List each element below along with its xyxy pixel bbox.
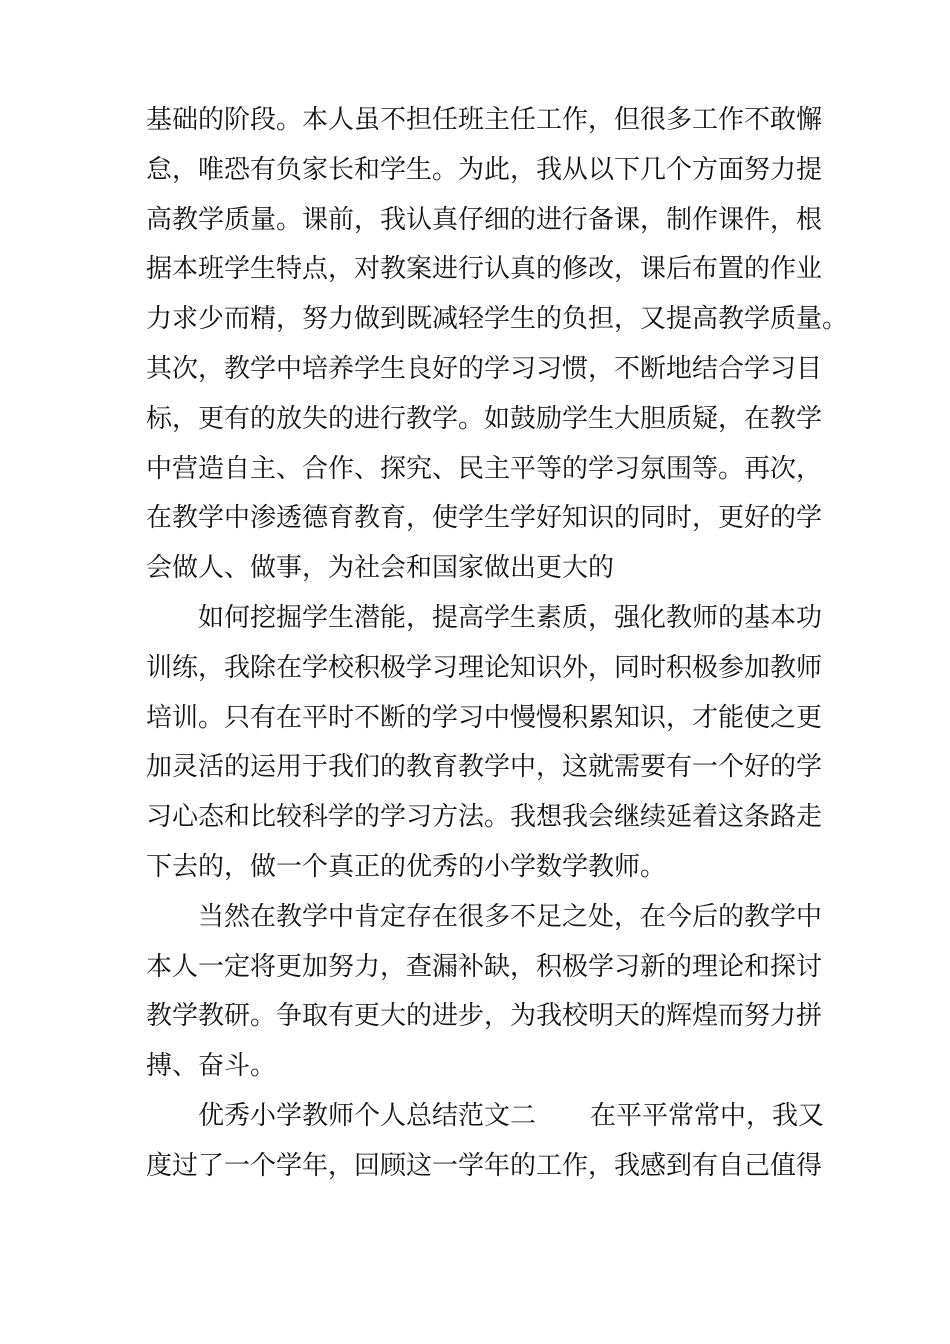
text-line: 下去的，做一个真正的优秀的小学数学教师。 [146,851,667,882]
text-line: 加灵活的运用于我们的教育教学中，这就需要有一个好的学 [146,752,823,783]
text-line: 本人一定将更加努力，查漏补缺，积极学习新的理论和探讨 [146,951,823,982]
text-line: 据本班学生特点，对教案进行认真的修改，课后布置的作业 [146,254,823,285]
text-line: 高教学质量。课前，我认真仔细的进行备课，制作课件，根 [146,204,823,235]
text-line: 其次，教学中培养学生良好的学习习惯，不断地结合学习目 [146,353,823,384]
paragraph-2 [146,594,823,893]
text-line: 力求少而精，努力做到既减轻学生的负担，又提高教学质量。 [146,304,849,335]
document-body [146,96,849,1192]
text-line: 在教学中渗透德育教育，使学生学好知识的同时，更好的学 [146,503,823,534]
text-line: 当然在教学中肯定存在很多不足之处，在今后的教学中 [198,901,823,932]
text-line: 中营造自主、合作、探究、民主平等的学习氛围等。再次， [146,453,823,484]
text-line: 如何挖掘学生潜能，提高学生素质，强化教师的基本功 [198,602,823,633]
text-line: 教学教研。争取有更大的进步，为我校明天的辉煌而努力拼 [146,1001,823,1032]
text-line: 怠，唯恐有负家长和学生。为此，我从以下几个方面努力提 [146,154,823,185]
text-line: 会做人、做事，为社会和国家做出更大的 [146,553,615,584]
heading-tail-text: 在平平常常中，我又 [590,1100,825,1131]
text-line [146,1092,825,1142]
paragraph-3 [146,893,823,1092]
text-line: 搏、奋斗。 [146,1051,277,1082]
paragraph-1 [146,96,849,594]
text-line: 标，更有的放失的进行教学。如鼓励学生大胆质疑，在教学 [146,403,823,434]
text-line: 训练，我除在学校积极学习理论知识外，同时积极参加教师 [146,652,823,683]
text-line: 基础的阶段。本人虽不担任班主任工作，但很多工作不敢懈 [146,105,823,135]
section-heading: 优秀小学教师个人总结范文二 [198,1100,537,1131]
text-line: 习心态和比较科学的学习方法。我想我会继续延着这条路走 [146,802,823,833]
paragraph-4 [146,1092,825,1192]
text-line: 度过了一个学年，回顾这一学年的工作，我感到有自己值得 [146,1150,823,1181]
text-line: 培训。只有在平时不断的学习中慢慢积累知识，才能使之更 [146,702,823,733]
